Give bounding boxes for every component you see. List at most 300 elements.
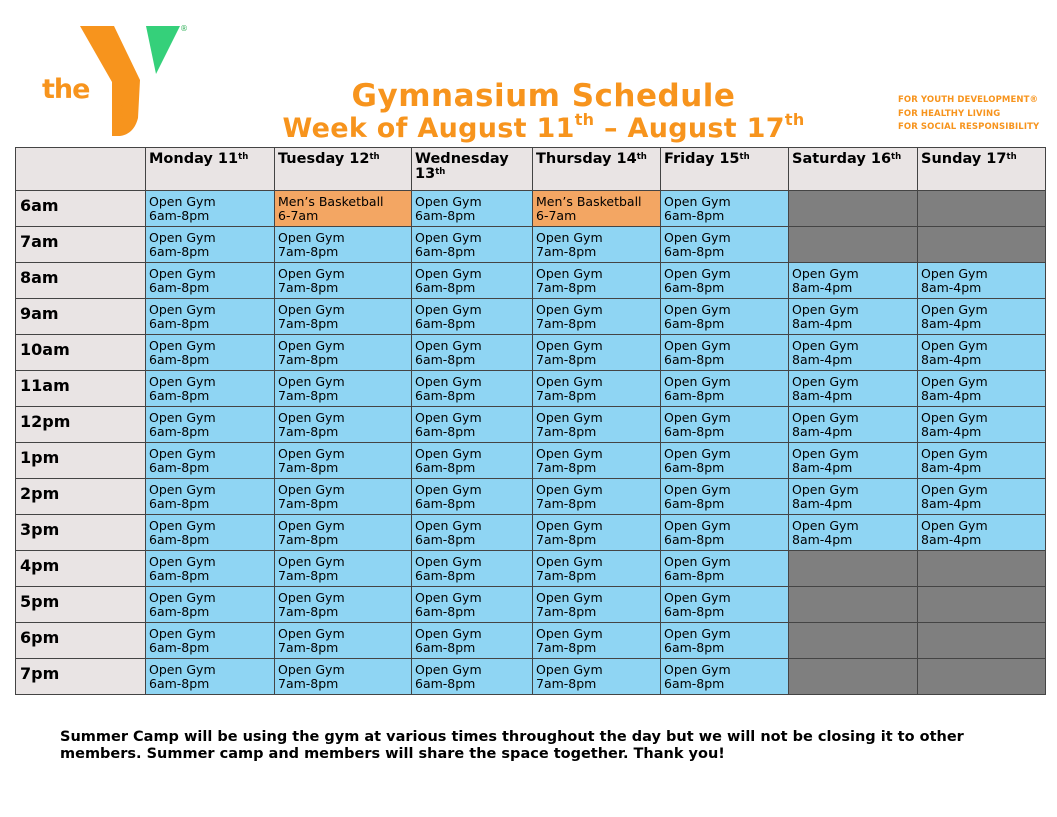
activity-hours: 6am-8pm: [415, 208, 476, 223]
open-gym-cell: [146, 371, 275, 407]
activity-hours: 6am-8pm: [415, 496, 476, 511]
table-row: [16, 407, 1046, 443]
activity-name: Open Gym: [664, 590, 731, 605]
open-gym-cell: [789, 263, 918, 299]
mens-basketball-cell: [533, 191, 661, 227]
activity-name: Open Gym: [278, 518, 345, 533]
activity-hours: 7am-8pm: [536, 496, 597, 511]
activity-name: Open Gym: [149, 590, 216, 605]
activity-name: Open Gym: [536, 410, 603, 425]
activity-hours: 8am-4pm: [921, 316, 982, 331]
activity-hours: 6am-8pm: [149, 640, 210, 655]
activity-name: Open Gym: [536, 302, 603, 317]
open-gym-cell: [661, 335, 789, 371]
activity-hours: 6am-8pm: [149, 460, 210, 475]
open-gym-cell: [789, 371, 918, 407]
activity-hours: 7am-8pm: [536, 568, 597, 583]
activity-name: Open Gym: [415, 302, 482, 317]
open-gym-cell: [275, 227, 412, 263]
day-header: [533, 148, 661, 191]
activity-hours: 8am-4pm: [792, 316, 853, 331]
closed-cell: [789, 191, 918, 227]
activity-hours: 7am-8pm: [536, 460, 597, 475]
activity-name: Open Gym: [149, 302, 216, 317]
activity-name: Open Gym: [415, 374, 482, 389]
open-gym-cell: [412, 551, 533, 587]
closed-cell: [789, 227, 918, 263]
activity-name: Open Gym: [536, 626, 603, 641]
activity-hours: 6am-8pm: [415, 676, 476, 691]
activity-hours: 7am-8pm: [278, 388, 339, 403]
activity-hours: 7am-8pm: [536, 676, 597, 691]
activity-hours: 6am-8pm: [149, 352, 210, 367]
activity-name: Open Gym: [536, 338, 603, 353]
activity-hours: 8am-4pm: [792, 280, 853, 295]
activity-hours: 7am-8pm: [278, 532, 339, 547]
tagline: [898, 94, 1039, 135]
activity-name: Open Gym: [415, 626, 482, 641]
logo-registered-mark: ®: [180, 24, 188, 33]
open-gym-cell: [533, 479, 661, 515]
activity-hours: 8am-4pm: [792, 496, 853, 511]
activity-name: Open Gym: [536, 374, 603, 389]
activity-hours: 6am-8pm: [664, 676, 725, 691]
open-gym-cell: [789, 479, 918, 515]
closed-cell: [918, 659, 1046, 695]
activity-hours: 7am-8pm: [278, 640, 339, 655]
open-gym-cell: [412, 659, 533, 695]
day-header: [275, 148, 412, 191]
activity-hours: 7am-8pm: [278, 460, 339, 475]
schedule-table: [15, 147, 1046, 695]
activity-hours: 6am-8pm: [664, 640, 725, 655]
header-row: [16, 148, 1046, 191]
time-slot: 1pm: [16, 443, 146, 479]
open-gym-cell: [412, 191, 533, 227]
closed-cell: [789, 623, 918, 659]
activity-hours: 7am-8pm: [536, 640, 597, 655]
activity-hours: 6am-8pm: [149, 244, 210, 259]
day-label: Friday 15: [664, 151, 740, 167]
open-gym-cell: [146, 407, 275, 443]
activity-name: Open Gym: [415, 482, 482, 497]
activity-name: Open Gym: [664, 374, 731, 389]
day-label: Monday 11: [149, 151, 239, 167]
open-gym-cell: [661, 371, 789, 407]
subtitle-start: Week of August 11: [282, 113, 575, 144]
open-gym-cell: [146, 479, 275, 515]
activity-name: Open Gym: [278, 302, 345, 317]
activity-name: Open Gym: [415, 590, 482, 605]
activity-hours: 6am-8pm: [415, 352, 476, 367]
mens-basketball-cell: [275, 191, 412, 227]
day-label: Wednesday 13: [415, 151, 509, 182]
activity-name: Open Gym: [415, 266, 482, 281]
activity-hours: 7am-8pm: [536, 280, 597, 295]
tagline-line: FOR YOUTH DEVELOPMENT®: [898, 95, 1039, 105]
open-gym-cell: [412, 479, 533, 515]
open-gym-cell: [275, 659, 412, 695]
day-header: [661, 148, 789, 191]
table-row: [16, 299, 1046, 335]
activity-hours: 7am-8pm: [536, 388, 597, 403]
activity-hours: 6am-8pm: [415, 568, 476, 583]
time-slot: 9am: [16, 299, 146, 335]
activity-name: Open Gym: [536, 590, 603, 605]
open-gym-cell: [412, 371, 533, 407]
closed-cell: [918, 623, 1046, 659]
activity-name: Open Gym: [792, 302, 859, 317]
table-row: [16, 587, 1046, 623]
open-gym-cell: [275, 479, 412, 515]
activity-hours: 6am-8pm: [664, 316, 725, 331]
activity-hours: 8am-4pm: [921, 280, 982, 295]
activity-name: Open Gym: [415, 194, 482, 209]
time-slot: 2pm: [16, 479, 146, 515]
activity-hours: 6am-8pm: [149, 424, 210, 439]
open-gym-cell: [275, 299, 412, 335]
open-gym-cell: [275, 263, 412, 299]
subtitle-start-sup: th: [574, 110, 595, 129]
activity-name: Open Gym: [664, 230, 731, 245]
activity-name: Open Gym: [278, 554, 345, 569]
activity-hours: 6am-8pm: [149, 280, 210, 295]
open-gym-cell: [146, 443, 275, 479]
activity-hours: 6am-8pm: [664, 280, 725, 295]
activity-hours: 7am-8pm: [278, 244, 339, 259]
activity-hours: 8am-4pm: [921, 352, 982, 367]
table-row: [16, 515, 1046, 551]
time-slot: 6pm: [16, 623, 146, 659]
activity-hours: 6am-8pm: [664, 604, 725, 619]
subtitle-end-sup: th: [784, 110, 805, 129]
activity-hours: 7am-8pm: [536, 532, 597, 547]
corner-cell: [16, 148, 146, 191]
activity-name: Open Gym: [149, 230, 216, 245]
open-gym-cell: [661, 587, 789, 623]
activity-name: Open Gym: [415, 230, 482, 245]
day-suffix: th: [636, 152, 647, 162]
open-gym-cell: [146, 623, 275, 659]
open-gym-cell: [412, 227, 533, 263]
open-gym-cell: [918, 263, 1046, 299]
activity-name: Open Gym: [664, 266, 731, 281]
activity-hours: 7am-8pm: [536, 424, 597, 439]
open-gym-cell: [275, 407, 412, 443]
activity-name: Open Gym: [792, 518, 859, 533]
day-header: [918, 148, 1046, 191]
activity-name: Open Gym: [278, 230, 345, 245]
activity-name: Open Gym: [149, 518, 216, 533]
open-gym-cell: [275, 515, 412, 551]
activity-name: Open Gym: [664, 338, 731, 353]
activity-hours: 6am-8pm: [415, 316, 476, 331]
table-row: [16, 623, 1046, 659]
activity-name: Open Gym: [921, 518, 988, 533]
table-row: [16, 371, 1046, 407]
activity-hours: 7am-8pm: [278, 568, 339, 583]
open-gym-cell: [918, 335, 1046, 371]
activity-name: Open Gym: [664, 410, 731, 425]
open-gym-cell: [533, 407, 661, 443]
activity-name: Open Gym: [149, 482, 216, 497]
activity-name: Open Gym: [278, 446, 345, 461]
open-gym-cell: [533, 371, 661, 407]
activity-name: Open Gym: [278, 482, 345, 497]
open-gym-cell: [533, 263, 661, 299]
activity-hours: 8am-4pm: [921, 496, 982, 511]
table-row: [16, 335, 1046, 371]
logo-ymca-text: YMCA: [114, 102, 124, 132]
open-gym-cell: [789, 515, 918, 551]
closed-cell: [789, 587, 918, 623]
time-slot: 5pm: [16, 587, 146, 623]
open-gym-cell: [412, 263, 533, 299]
open-gym-cell: [412, 623, 533, 659]
activity-name: Open Gym: [792, 338, 859, 353]
activity-hours: 8am-4pm: [792, 460, 853, 475]
open-gym-cell: [661, 551, 789, 587]
open-gym-cell: [918, 515, 1046, 551]
day-suffix: th: [369, 152, 380, 162]
activity-hours: 6am-8pm: [664, 568, 725, 583]
open-gym-cell: [412, 515, 533, 551]
time-slot: 11am: [16, 371, 146, 407]
time-slot: 3pm: [16, 515, 146, 551]
tagline-line: FOR SOCIAL RESPONSIBILITY: [898, 122, 1040, 132]
activity-name: Open Gym: [664, 626, 731, 641]
activity-hours: 6am-8pm: [664, 388, 725, 403]
open-gym-cell: [789, 335, 918, 371]
closed-cell: [789, 551, 918, 587]
activity-hours: 6am-8pm: [415, 424, 476, 439]
activity-hours: 6am-8pm: [415, 388, 476, 403]
time-slot: 8am: [16, 263, 146, 299]
activity-name: Open Gym: [149, 194, 216, 209]
closed-cell: [789, 659, 918, 695]
activity-hours: 6am-8pm: [415, 604, 476, 619]
open-gym-cell: [918, 407, 1046, 443]
day-label: Thursday 14: [536, 151, 637, 167]
day-label: Saturday 16: [792, 151, 892, 167]
open-gym-cell: [146, 191, 275, 227]
activity-hours: 6am-8pm: [149, 676, 210, 691]
time-slot: 12pm: [16, 407, 146, 443]
activity-name: Open Gym: [278, 338, 345, 353]
activity-name: Open Gym: [536, 662, 603, 677]
open-gym-cell: [533, 515, 661, 551]
open-gym-cell: [918, 299, 1046, 335]
open-gym-cell: [918, 443, 1046, 479]
open-gym-cell: [661, 299, 789, 335]
activity-name: Open Gym: [792, 446, 859, 461]
open-gym-cell: [275, 335, 412, 371]
activity-hours: 8am-4pm: [921, 532, 982, 547]
open-gym-cell: [533, 335, 661, 371]
activity-hours: 7am-8pm: [278, 352, 339, 367]
closed-cell: [918, 587, 1046, 623]
activity-name: Open Gym: [278, 266, 345, 281]
activity-hours: 6am-8pm: [149, 388, 210, 403]
activity-hours: 7am-8pm: [278, 424, 339, 439]
activity-name: Open Gym: [149, 374, 216, 389]
open-gym-cell: [533, 299, 661, 335]
activity-name: Open Gym: [149, 266, 216, 281]
open-gym-cell: [533, 551, 661, 587]
open-gym-cell: [412, 299, 533, 335]
day-label: Tuesday 12: [278, 151, 370, 167]
activity-hours: 6am-8pm: [415, 244, 476, 259]
activity-name: Open Gym: [536, 446, 603, 461]
activity-hours: 7am-8pm: [536, 316, 597, 331]
logo-the-text: the: [42, 74, 90, 105]
activity-name: Open Gym: [278, 590, 345, 605]
closed-cell: [918, 227, 1046, 263]
time-slot: 6am: [16, 191, 146, 227]
activity-hours: 6am-8pm: [664, 352, 725, 367]
open-gym-cell: [412, 587, 533, 623]
activity-name: Open Gym: [536, 230, 603, 245]
activity-hours: 6am-8pm: [664, 460, 725, 475]
time-slot: 7pm: [16, 659, 146, 695]
open-gym-cell: [661, 443, 789, 479]
open-gym-cell: [789, 407, 918, 443]
activity-hours: 8am-4pm: [792, 424, 853, 439]
open-gym-cell: [275, 443, 412, 479]
open-gym-cell: [533, 443, 661, 479]
open-gym-cell: [661, 479, 789, 515]
open-gym-cell: [533, 659, 661, 695]
activity-hours: 6am-8pm: [149, 208, 210, 223]
activity-hours: 6am-8pm: [149, 316, 210, 331]
activity-hours: 6am-8pm: [415, 640, 476, 655]
activity-name: Open Gym: [415, 518, 482, 533]
activity-name: Open Gym: [149, 554, 216, 569]
activity-hours: 6am-8pm: [149, 568, 210, 583]
activity-name: Open Gym: [149, 446, 216, 461]
activity-name: Open Gym: [664, 554, 731, 569]
activity-hours: 6am-8pm: [664, 208, 725, 223]
day-header: [789, 148, 918, 191]
activity-hours: 6am-8pm: [415, 280, 476, 295]
activity-hours: 8am-4pm: [792, 532, 853, 547]
day-suffix: th: [435, 167, 446, 177]
activity-hours: 8am-4pm: [921, 460, 982, 475]
activity-name: Open Gym: [149, 410, 216, 425]
activity-name: Open Gym: [664, 446, 731, 461]
open-gym-cell: [533, 587, 661, 623]
activity-hours: 6am-8pm: [149, 604, 210, 619]
table-row: [16, 551, 1046, 587]
table-row: [16, 191, 1046, 227]
activity-hours: 7am-8pm: [278, 496, 339, 511]
closed-cell: [918, 191, 1046, 227]
activity-name: Open Gym: [792, 266, 859, 281]
activity-name: Open Gym: [664, 518, 731, 533]
open-gym-cell: [275, 551, 412, 587]
activity-name: Open Gym: [149, 626, 216, 641]
activity-name: Open Gym: [921, 482, 988, 497]
open-gym-cell: [661, 227, 789, 263]
table-row: [16, 443, 1046, 479]
activity-name: Open Gym: [792, 410, 859, 425]
table-row: [16, 227, 1046, 263]
day-label: Sunday 17: [921, 151, 1007, 167]
activity-name: Men’s Basketball: [536, 194, 642, 209]
activity-name: Open Gym: [792, 374, 859, 389]
open-gym-cell: [918, 479, 1046, 515]
activity-name: Open Gym: [149, 662, 216, 677]
activity-name: Open Gym: [278, 410, 345, 425]
activity-name: Open Gym: [536, 482, 603, 497]
activity-name: Open Gym: [921, 338, 988, 353]
open-gym-cell: [661, 623, 789, 659]
page-title: Gymnasium Schedule: [351, 78, 736, 114]
open-gym-cell: [533, 227, 661, 263]
activity-name: Open Gym: [664, 482, 731, 497]
activity-hours: 8am-4pm: [792, 388, 853, 403]
open-gym-cell: [661, 407, 789, 443]
activity-hours: 6am-8pm: [664, 424, 725, 439]
day-suffix: th: [891, 152, 902, 162]
activity-name: Open Gym: [278, 626, 345, 641]
activity-name: Open Gym: [415, 554, 482, 569]
activity-hours: 7am-8pm: [278, 604, 339, 619]
open-gym-cell: [533, 623, 661, 659]
activity-hours: 7am-8pm: [278, 280, 339, 295]
activity-name: Open Gym: [278, 374, 345, 389]
activity-hours: 7am-8pm: [536, 244, 597, 259]
open-gym-cell: [661, 263, 789, 299]
open-gym-cell: [789, 443, 918, 479]
activity-name: Open Gym: [415, 410, 482, 425]
activity-hours: 8am-4pm: [792, 352, 853, 367]
activity-name: Open Gym: [792, 482, 859, 497]
day-suffix: th: [1006, 152, 1017, 162]
open-gym-cell: [661, 659, 789, 695]
activity-name: Open Gym: [536, 266, 603, 281]
closed-cell: [918, 551, 1046, 587]
activity-name: Open Gym: [278, 662, 345, 677]
day-suffix: th: [238, 152, 249, 162]
open-gym-cell: [275, 623, 412, 659]
open-gym-cell: [146, 299, 275, 335]
activity-hours: 6am-8pm: [149, 532, 210, 547]
open-gym-cell: [789, 299, 918, 335]
day-header: [412, 148, 533, 191]
open-gym-cell: [146, 227, 275, 263]
activity-hours: 6am-8pm: [664, 496, 725, 511]
open-gym-cell: [918, 371, 1046, 407]
time-slot: 4pm: [16, 551, 146, 587]
activity-hours: 6am-8pm: [415, 460, 476, 475]
activity-name: Open Gym: [664, 662, 731, 677]
activity-name: Open Gym: [921, 266, 988, 281]
table-row: [16, 479, 1046, 515]
activity-hours: 6am-8pm: [149, 496, 210, 511]
activity-hours: 8am-4pm: [921, 424, 982, 439]
open-gym-cell: [661, 191, 789, 227]
activity-name: Open Gym: [149, 338, 216, 353]
activity-name: Open Gym: [415, 338, 482, 353]
activity-name: Open Gym: [664, 302, 731, 317]
activity-name: Open Gym: [664, 194, 731, 209]
activity-hours: 6-7am: [278, 208, 319, 223]
day-header: [146, 148, 275, 191]
activity-hours: 8am-4pm: [921, 388, 982, 403]
day-suffix: th: [739, 152, 750, 162]
activity-name: Open Gym: [921, 302, 988, 317]
